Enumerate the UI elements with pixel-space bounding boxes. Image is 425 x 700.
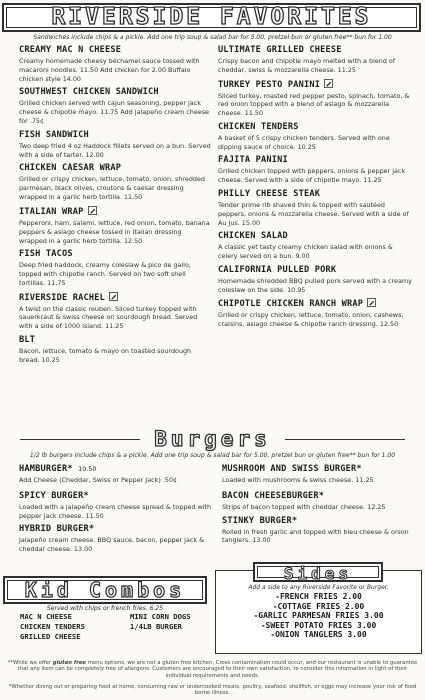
menu-item (218, 265, 414, 295)
menu-item (19, 292, 211, 332)
menu-item (218, 155, 414, 185)
item-title (19, 206, 211, 218)
item-description: Crispy bacon and chipotle mayo melted with a blend of cheddar, swiss & mozzarella cheese. 11.25 (218, 57, 396, 74)
sides-list (215, 592, 422, 640)
kid-combos-title: Kid Combos (24, 578, 186, 602)
item-title: BLT (19, 334, 36, 345)
sides-banner (253, 562, 383, 582)
burgers-header (0, 427, 425, 451)
item-title (218, 79, 414, 91)
item-description: Grilled or crispy chicken, lettuce, tomato, onion, shredded parmesan, black olives, croutons & caesar dressing wrapped in a garlic herb tortilla. 11.50 (19, 175, 205, 202)
item-title (218, 298, 414, 310)
menu-item (19, 163, 211, 202)
item-description: Grilled or crispy chicken, lettuce, tomato, onion, cashews, craisins, asiago cheese & chipotle ranch dressing. 12.50 (218, 311, 404, 329)
item-description: Loaded with mushrooms & swiss cheese. 11.25 (222, 476, 374, 484)
sides-title: Sides (283, 564, 353, 583)
item-description: Homemade shredded BBQ pulled pork served with a creamy coleslaw on the side. 10.95 (218, 276, 412, 294)
item-description: Creamy homemade cheesy béchamel sauce tossed with macaroni noodles. 11.50 Add chicken for 2.00 Buffalo chicken style 14.00 (19, 57, 200, 83)
item-description: Two deep fried 4 oz Haddock fillets served on a bun. Served with a side of tarter. 12.00 (19, 141, 211, 159)
item-description: Rolled in fresh garlic and topped with bleu cheese & onion tanglers. 13.00 (222, 527, 409, 545)
list-item: -FRENCH FRIES 2.00 (275, 592, 362, 601)
item-title: CREAMY MAC N CHEESE (19, 45, 122, 55)
item-title: SOUTHWEST CHICKEN SANDWICH (19, 87, 159, 98)
item-title: CHICKEN TENDERS (218, 121, 299, 132)
burgers-note: 1/2 lb burgers include chips & a pickle. Add one trip soup & salad bar for 5.00, pretzel bun or gluten free** bun for 1.00 (29, 452, 396, 459)
list-item: MINI CORN DOGS (130, 612, 191, 621)
disclaimer-text: **While we offer (7, 660, 53, 666)
item-price: 10.50 (78, 465, 97, 473)
item-description: Sliced turkey, roasted red pepper pesto, spinach, tomato, & red onion topped with a blend of asiago & mozzarella cheese. 11.50 (218, 91, 410, 118)
list-item: MAC N CHEESE (20, 612, 72, 621)
food-safety-disclaimer: *Whether dining out or preparing food at home, consuming raw or undercooked meats, poultry, seafood, shellfish, or eggs may increase your risk of food borne illness. (8, 684, 417, 697)
menu-item (19, 491, 211, 521)
divider (285, 439, 405, 440)
favorites-title: RIVERSIDE FAVORITES (51, 4, 372, 30)
menu-item (19, 249, 211, 288)
item-title: SPICY BURGER* (19, 490, 89, 501)
favorites-note: Sandwiches include chips & a pickle. Add one trip soup & salad bar for 5.00, pretzel bun or gluten free** bun for 1.00 (33, 34, 392, 41)
favorites-right-column (218, 45, 414, 333)
menu-item (218, 189, 414, 228)
favorites-left-column (19, 45, 211, 368)
menu-item (218, 122, 414, 152)
menu-item (19, 87, 211, 126)
item-title: BACON CHEESEBURGER* (222, 490, 325, 501)
item-title (19, 292, 211, 304)
item-title-text: RIVERSIDE RACHEL (19, 292, 105, 303)
item-title-text: HAMBURGER* (19, 464, 73, 474)
allergen-disclaimer (6, 660, 419, 679)
item-title: HYBRID BURGER* (19, 524, 95, 535)
favorites-banner (2, 3, 421, 32)
list-item: -COTTAGE FRIES 2.00 (272, 601, 365, 611)
disclaimer-text: menu options, we are not a gluten free kitchen. Cross contamination could occur, and our restaurant is unable to guarantee that any item can be completely free of allergens. Customers are encouraged to their own satisfaction, to consider this information in light of their individual requirements and needs. (17, 660, 418, 679)
item-title: PHILLY CHEESE STEAK (218, 188, 321, 199)
menu-item (218, 45, 414, 75)
list-item: -GARLIC PARMESAN FRIES 3.00 (253, 611, 384, 621)
item-description: Tender prime rib shaved thin & topped with sautéed peppers, onions & mozzarella cheese. Served with a side of Au Jus. 15.00 (218, 200, 409, 227)
menu-item (218, 298, 414, 329)
list-item: GRILLED CHEESE (20, 632, 81, 641)
kid-combos-note: Served with chips or french fries. 6.25 (46, 605, 164, 612)
item-title: ULTIMATE GRILLED CHEESE (218, 45, 342, 55)
menu-item (218, 231, 414, 261)
list-item: 1/4LB BURGER (130, 622, 182, 631)
item-description: Grilled chicken served with cajun seasoning, pepper jack cheese & chipotle mayo. 11.75 Add jalapeño cream cheese for .75¢ (19, 99, 209, 126)
kid-combos-column-1 (20, 612, 120, 642)
item-description: A basket of 5 crispy chicken tenders. Served with one dipping sauce of choice. 10.25 (218, 133, 390, 151)
item-title-text: ITALIAN WRAP (19, 206, 84, 217)
item-description: Deep fried haddock, creamy coleslaw & pico de gallo, topped with chipotle ranch. Served on two soft shell tortillas. 11.75 (19, 261, 191, 287)
item-title (19, 464, 211, 475)
item-title: CALIFORNIA PULLED PORK (218, 264, 337, 275)
menu-item (19, 464, 211, 485)
item-title: FISH TACOS (19, 249, 73, 260)
item-description: Grilled chicken topped with peppers, onions & pepper jack cheese. Served with a side of chipotle mayo. 11.25 (218, 167, 406, 185)
item-description: Jalapeño cream cheese, BBQ sauce, bacon, pepper jack & cheddar cheese. 13.00 (19, 536, 205, 554)
burgers-right-column (222, 464, 414, 549)
item-title-text: TURKEY PESTO PANINI (218, 79, 321, 90)
item-description: Pepperoni, ham, salami, lettuce, red onion, tomato, banana peppers & asiago cheese tossed in Italian dressing wrapped in a garlic herb tortilla. 12.50 (19, 218, 210, 245)
kid-combos-column-2 (130, 612, 210, 632)
pencil-note-icon (367, 298, 376, 307)
menu-item (19, 524, 211, 554)
list-item: -SWEET POTATO FRIES 3.00 (260, 620, 377, 630)
list-item: -ONION TANGLERS 3.00 (270, 630, 367, 640)
menu-item (19, 206, 211, 246)
menu-item (19, 335, 211, 365)
item-description: Bacon, lettuce, tomato & mayo on toasted sourdough bread. 10.25 (19, 346, 192, 364)
item-title: CHICKEN SALAD (218, 231, 288, 242)
item-title: MUSHROOM AND SWISS BURGER* (222, 464, 362, 474)
item-title: CHICKEN CAESAR WRAP (19, 163, 122, 174)
item-title-text: CHIPOTLE CHICKEN RANCH WRAP (218, 299, 364, 310)
menu-item (19, 45, 211, 84)
item-title: FAJITA PANINI (218, 155, 288, 166)
menu-item (222, 464, 414, 485)
burgers-left-column (19, 464, 211, 558)
kid-combos-banner (3, 576, 207, 604)
pencil-note-icon (109, 292, 118, 301)
pencil-note-icon (88, 206, 97, 215)
menu-item (222, 491, 414, 512)
disclaimer-emphasis: gluten free (52, 660, 87, 666)
item-title: STINKY BURGER* (222, 515, 298, 526)
menu-item (222, 516, 414, 546)
item-title: FISH SANDWICH (19, 129, 89, 140)
menu-item (218, 79, 414, 119)
divider (20, 439, 140, 440)
sides-note: Add a side to any Riverside Favorite or Burger. (248, 584, 389, 591)
pencil-note-icon (324, 79, 333, 88)
item-description: Loaded with a jalapeño cream cheese spread & topped with pepper jack cheese. 11.50 (19, 502, 212, 520)
item-description: A classic yet tasty creamy chicken salad with onions & celery served on a bun. 9.00 (218, 243, 393, 261)
item-description: Add Cheese (Cheddar, Swiss or Pepper Jack) .50¢ (19, 476, 178, 484)
item-description: A twist on the classic reuben. Sliced turkey topped with sauerkraut & swiss cheese on sourdough bread. Served with a side of 1000 island. 11.25 (19, 304, 198, 331)
item-description: Strips of bacon topped with cheddar cheese. 12.25 (222, 502, 386, 511)
menu-item (19, 130, 211, 160)
burgers-title: Burgers (148, 427, 277, 451)
list-item: CHICKEN TENDERS (20, 622, 85, 631)
